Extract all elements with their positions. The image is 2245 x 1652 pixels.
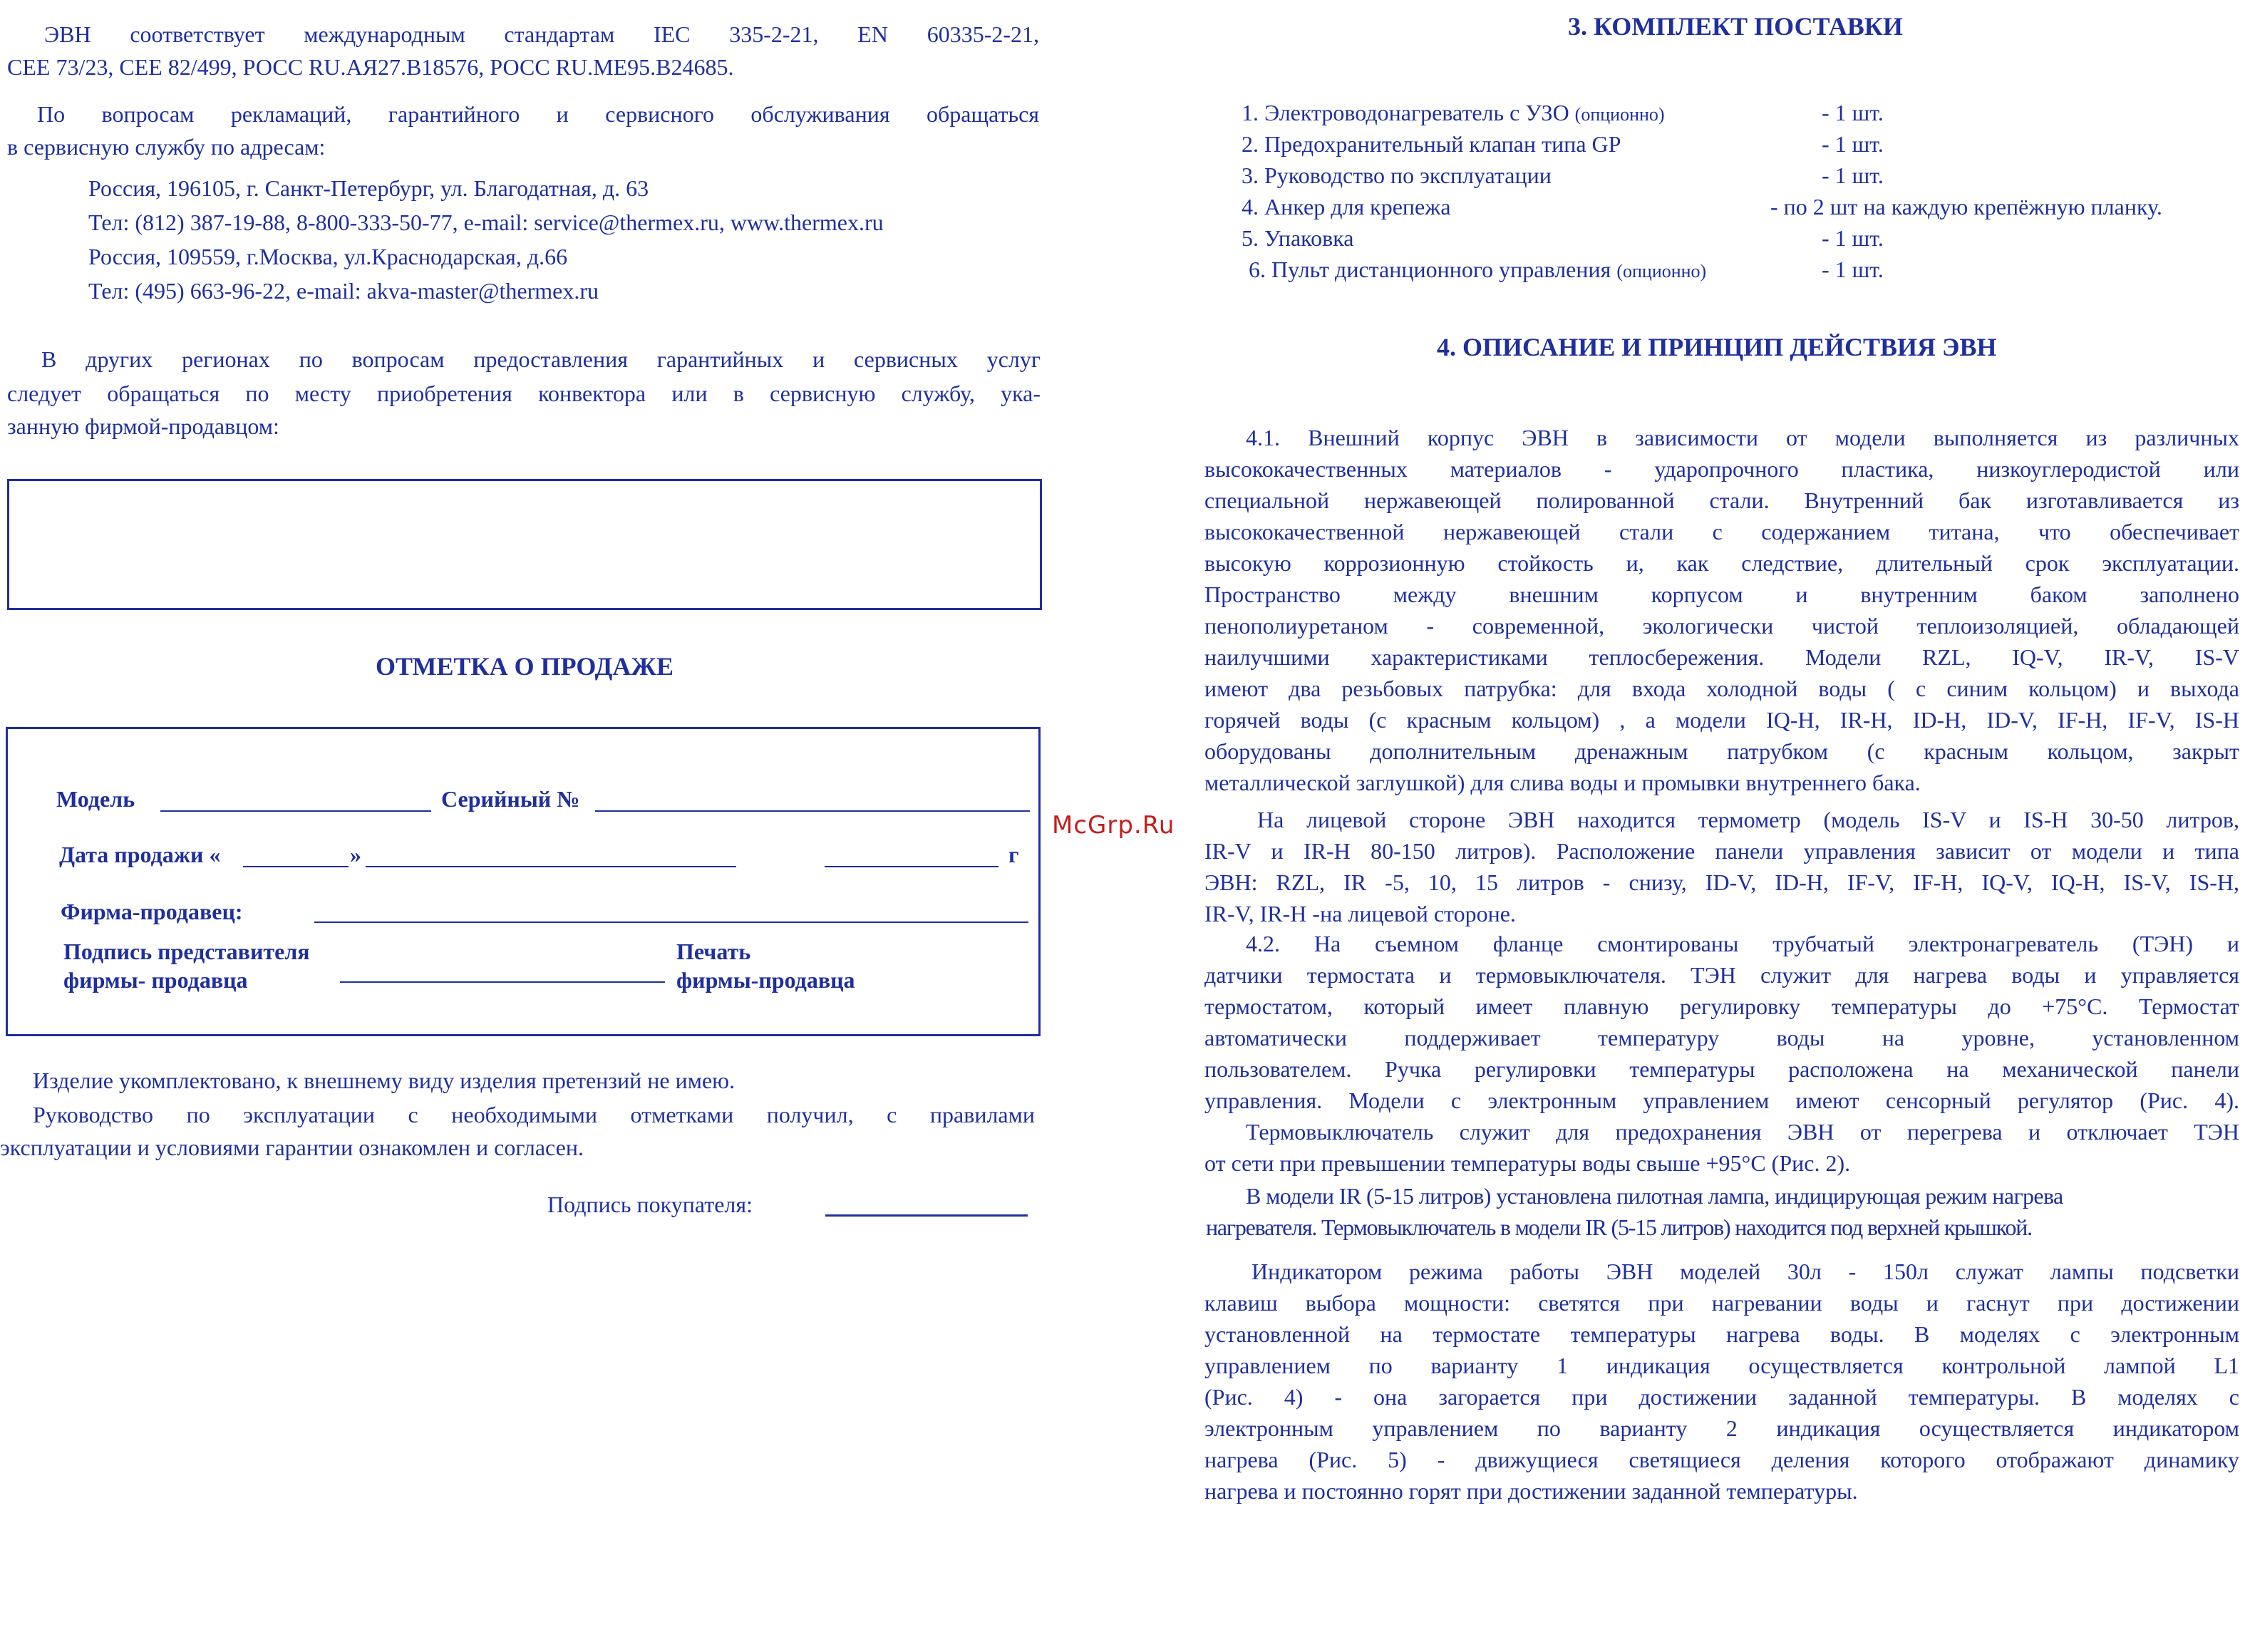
p3-line: 4.2. На съемном фланце смонтированы трубчатый электронагреватель (ТЭН) и [1246, 931, 2239, 956]
p2-line: IR-V, IR-H -на лицевой стороне. [1204, 901, 1516, 926]
p1-line: 4.1. Внешний корпус ЭВН в зависимости от модели выполняется из различных [1246, 425, 2239, 450]
stamp-label-1: Печать [676, 939, 751, 964]
service-intro-line-2: в сервисную службу по адресам: [7, 134, 326, 160]
address-msk: Россия, 109559, г.Москва, ул.Краснодарская, д.66 [88, 244, 568, 269]
p2-line: На лицевой стороне ЭВН находится термометр (модель IS-V и IS-H 30-50 литров, [1257, 807, 2239, 832]
regions-line-3: занную фирмой-продавцом: [7, 413, 279, 439]
rep-signature-label-1: Подпись представителя [63, 939, 310, 964]
phone-spb: Тел: (812) 387-19-88, 8-800-333-50-77, e-mail: service@thermex.ru, www.thermex.ru [88, 210, 884, 235]
seller-field[interactable] [314, 921, 1028, 923]
delivery-qty-1: - 1 шт. [1822, 100, 1884, 125]
p5-line: В модели IR (5-15 литров) установлена пилотная лампа, индицирующая режим нагрева [1246, 1183, 2063, 1209]
delivery-item-3: 3. Руководство по эксплуатации [1242, 162, 1552, 188]
p6-line: управлением по варианту 1 индикация осуществляется контрольной лампой L1 [1204, 1353, 2239, 1378]
seller-label: Фирма-продавец: [61, 899, 243, 924]
year-suffix: г [1008, 842, 1019, 867]
stamp-label-2: фирмы-продавца [676, 967, 855, 993]
sale-month-field[interactable] [366, 866, 736, 867]
p1-line: горячей воды (с красным кольцом) , а модели IQ-H, IR-H, ID-H, ID-V, IF-H, IF-V, IS-H [1204, 707, 2239, 733]
model-label: Модель [56, 786, 135, 812]
address-spb: Россия, 196105, г. Санкт-Петербург, ул. Благодатная, д. 63 [88, 175, 649, 201]
model-field[interactable] [160, 810, 431, 812]
p4-line: Термовыключатель служит для предохранения ЭВН от перегрева и отключает ТЭН [1246, 1119, 2239, 1145]
p1-line: высококачественных материалов - ударопрочного пластика, низкоуглеродистой или [1204, 456, 2239, 482]
p6-line: электронным управлением по варианту 2 индикация осуществляется индикатором [1204, 1415, 2239, 1441]
serial-label: Серийный № [441, 786, 580, 812]
p6-line: установленной на термостате температуры нагрева воды. В моделях с электронным [1204, 1321, 2239, 1347]
service-address-box [7, 479, 1042, 610]
buyer-signature-field[interactable] [825, 1214, 1028, 1217]
p6-line: нагрева и постоянно горят при достижении заданной температуры. [1204, 1478, 1858, 1504]
standards-line-1: ЭВН соответствует международным стандартам IEC 335-2-21, EN 60335-2-21, [44, 21, 1039, 47]
delivery-item-5: 5. Упаковка [1242, 225, 1354, 251]
delivery-qty-2: - 1 шт. [1822, 131, 1884, 157]
standards-line-2: CEE 73/23, CEE 82/499, РОСС RU.АЯ27.В18576, РОСС RU.МЕ95.В24685. [7, 54, 734, 80]
p1-line: пенополиуретаном - современной, экологически чистой теплоизоляцией, обладающей [1204, 613, 2239, 639]
p3-line: автоматически поддерживает температуру воды на уровне, установленном [1204, 1025, 2239, 1050]
sale-form [6, 727, 1041, 1036]
rep-signature-label-2: фирмы- продавца [63, 967, 248, 993]
p3-line: управления. Модели с электронным управлением имеют сенсорный регулятор (Рис. 4). [1204, 1088, 2239, 1113]
phone-msk: Тел: (495) 663-96-22, e-mail: akva-master@thermex.ru [88, 278, 599, 304]
p2-line: IR-V и IR-H 80-150 литров). Расположение панели управления зависит от модели и типа [1204, 838, 2239, 864]
p1-line: высококачественной нержавеющей стали с содержанием титана, что обеспечивает [1204, 519, 2239, 544]
p2-line: ЭВН: RZL, IR -5, 10, 15 литров - снизу, ID-V, ID-H, IF-V, IF-H, IQ-V, IQ-H, IS-V, IS-H, [1204, 869, 2239, 895]
delivery-qty-4: - по 2 шт на каждую крепёжную планку. [1770, 194, 2162, 220]
delivery-item-2: 2. Предохранительный клапан типа GP [1242, 131, 1621, 157]
sale-mark-title: ОТМЕТКА О ПРОДАЖЕ [375, 652, 674, 681]
watermark-logo: McGrp.Ru [1052, 811, 1175, 840]
sale-day-field[interactable] [243, 866, 349, 867]
delivery-item-4: 4. Анкер для крепежа [1242, 194, 1451, 220]
p4-line: от сети при превышении температуры воды свыше +95°C (Рис. 2). [1204, 1150, 1851, 1176]
delivery-qty-3: - 1 шт. [1822, 162, 1884, 188]
serial-field[interactable] [595, 810, 1030, 812]
acceptance-line-3: эксплуатации и условиями гарантии ознакомлен и согласен. [0, 1135, 584, 1160]
p6-line: клавиш выбора мощности: светятся при нагревании воды и гаснут при достижении [1204, 1290, 2239, 1316]
delivery-qty-5: - 1 шт. [1822, 225, 1884, 251]
regions-line-2: следует обращаться по месту приобретения конвектора или в сервисную службу, ука- [7, 381, 1041, 406]
acceptance-line-2: Руководство по эксплуатации с необходимыми отметками получил, с правилами [33, 1102, 1035, 1127]
p5-line: нагревателя. Термовыключатель в модели IR (5-15 литров) находится под верхней крышкой. [1206, 1214, 2032, 1240]
sale-date-close: » [350, 842, 361, 867]
acceptance-line-1: Изделие укомплектовано, к внешнему виду изделия претензий не имею. [33, 1068, 736, 1093]
p3-line: термостатом, который имеет плавную регулировку температуры до +75°C. Термостат [1204, 993, 2239, 1019]
sale-date-label: Дата продажи « [59, 842, 221, 867]
p1-line: Пространство между внешним корпусом и внутренним баком заполнено [1204, 582, 2239, 607]
p1-line: наилучшими характеристиками теплосбережения. Модели RZL, IQ-V, IR-V, IS-V [1204, 644, 2239, 670]
p3-line: пользователем. Ручка регулировки температуры расположена на механической панели [1204, 1056, 2239, 1082]
p3-line: датчики термостата и термовыключателя. ТЭН служит для нагрева воды и управляется [1204, 962, 2239, 988]
p6-line: нагрева (Рис. 5) - движущиеся светящиеся деления которого отображают динамику [1204, 1447, 2239, 1472]
rep-signature-field[interactable] [340, 981, 665, 983]
delivery-item-6: 6. Пульт дистанционного управления (опционно) [1249, 257, 1707, 282]
service-intro-line-1: По вопросам рекламаций, гарантийного и сервисного обслуживания обращаться [37, 101, 1039, 127]
buyer-signature-label: Подпись покупателя: [547, 1192, 753, 1217]
p1-line: металлической заглушкой) для слива воды и промывки внутреннего бака. [1204, 770, 1921, 795]
delivery-item-1: 1. Электроводонагреватель с УЗО (опционно) [1242, 100, 1665, 125]
sale-year-field[interactable] [825, 866, 998, 867]
p1-line: специальной нержавеющей полированной стали. Внутренний бак изготавливается из [1204, 487, 2239, 513]
p6-line: Индикатором режима работы ЭВН моделей 30л - 150л служат лампы подсветки [1251, 1259, 2239, 1284]
regions-line-1: В других регионах по вопросам предоставления гарантийных и сервисных услуг [41, 346, 1041, 372]
p1-line: оборудованы дополнительным дренажным патрубком (с красным кольцом, закрыт [1204, 738, 2239, 764]
p6-line: (Рис. 4) - она загорается при достижении заданной температуры. В моделях с [1204, 1384, 2239, 1410]
p1-line: высокую коррозионную стойкость и, как следствие, длительный срок эксплуатации. [1204, 550, 2239, 576]
p1-line: имеют два резьбовых патрубка: для входа холодной воды ( с синим кольцом) и выхода [1204, 676, 2239, 701]
delivery-qty-6: - 1 шт. [1822, 257, 1884, 282]
